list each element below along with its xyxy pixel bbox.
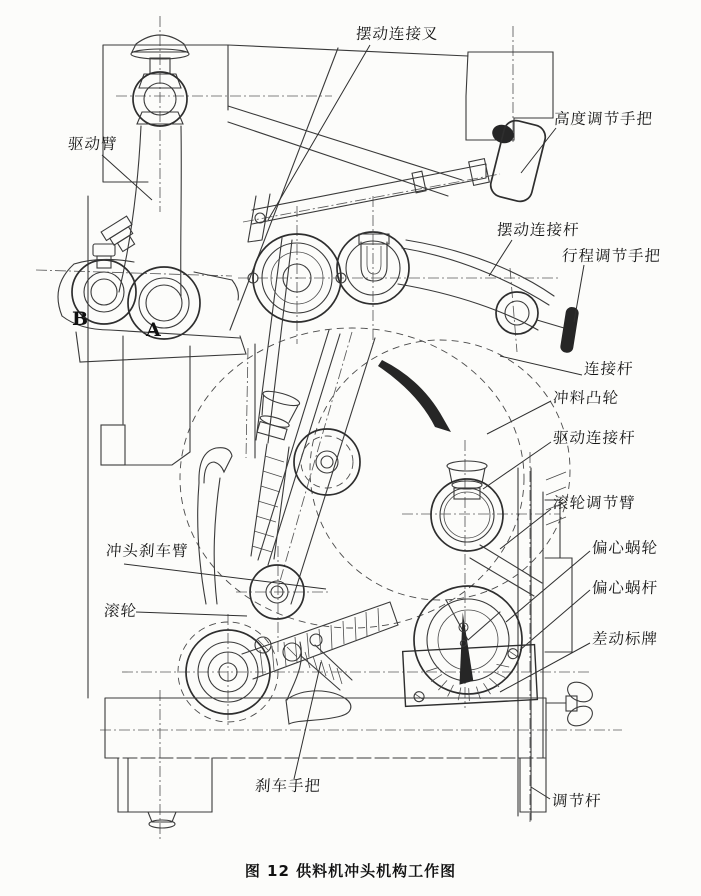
label-adjust-rod: 调节杆 bbox=[551, 792, 603, 810]
label-height-adjust-handle: 高度调节手把 bbox=[553, 110, 654, 128]
label-swing-connecting-fork: 摆动连接叉 bbox=[355, 25, 440, 43]
label-point-a: A bbox=[146, 319, 161, 341]
label-eccentric-worm-shaft: 偏心蜗杆 bbox=[591, 579, 659, 597]
swing-link bbox=[398, 240, 580, 354]
label-eccentric-worm-wheel: 偏心蜗轮 bbox=[591, 539, 659, 557]
tilted-fitting bbox=[101, 216, 141, 256]
label-punch-brake-arm: 冲头刹车臂 bbox=[105, 542, 190, 560]
label-point-b: B bbox=[72, 308, 89, 330]
roller-brake-group bbox=[178, 448, 398, 724]
spindle-and-drive-arm bbox=[119, 35, 189, 296]
label-roller: 滚轮 bbox=[103, 602, 138, 620]
label-connecting-rod: 连接杆 bbox=[583, 360, 635, 378]
label-roller-adjust-arm: 滚轮调节臂 bbox=[552, 494, 637, 512]
differential-dial bbox=[401, 609, 538, 707]
worm-and-dial bbox=[401, 586, 538, 706]
label-punch-cam: 冲料凸轮 bbox=[552, 389, 620, 407]
label-brake-handle: 刹车手把 bbox=[254, 777, 322, 795]
label-stroke-adjust-handle: 行程调节手把 bbox=[561, 247, 662, 265]
machine-frame bbox=[88, 45, 572, 820]
label-differential-plate: 差动标牌 bbox=[591, 630, 659, 648]
leader-lines bbox=[102, 45, 590, 799]
rod-hatch bbox=[252, 456, 284, 552]
drive-link bbox=[250, 330, 375, 619]
label-drive-connecting-rod: 驱动连接杆 bbox=[552, 429, 637, 447]
knurl-ticks bbox=[305, 652, 342, 684]
central-bearings bbox=[248, 232, 409, 322]
label-drive-arm: 驱动臂 bbox=[67, 135, 119, 153]
label-swing-connecting-rod: 摆动连接杆 bbox=[496, 221, 581, 239]
figure-caption: 图 12 供料机冲头机构工作图 bbox=[244, 862, 457, 880]
